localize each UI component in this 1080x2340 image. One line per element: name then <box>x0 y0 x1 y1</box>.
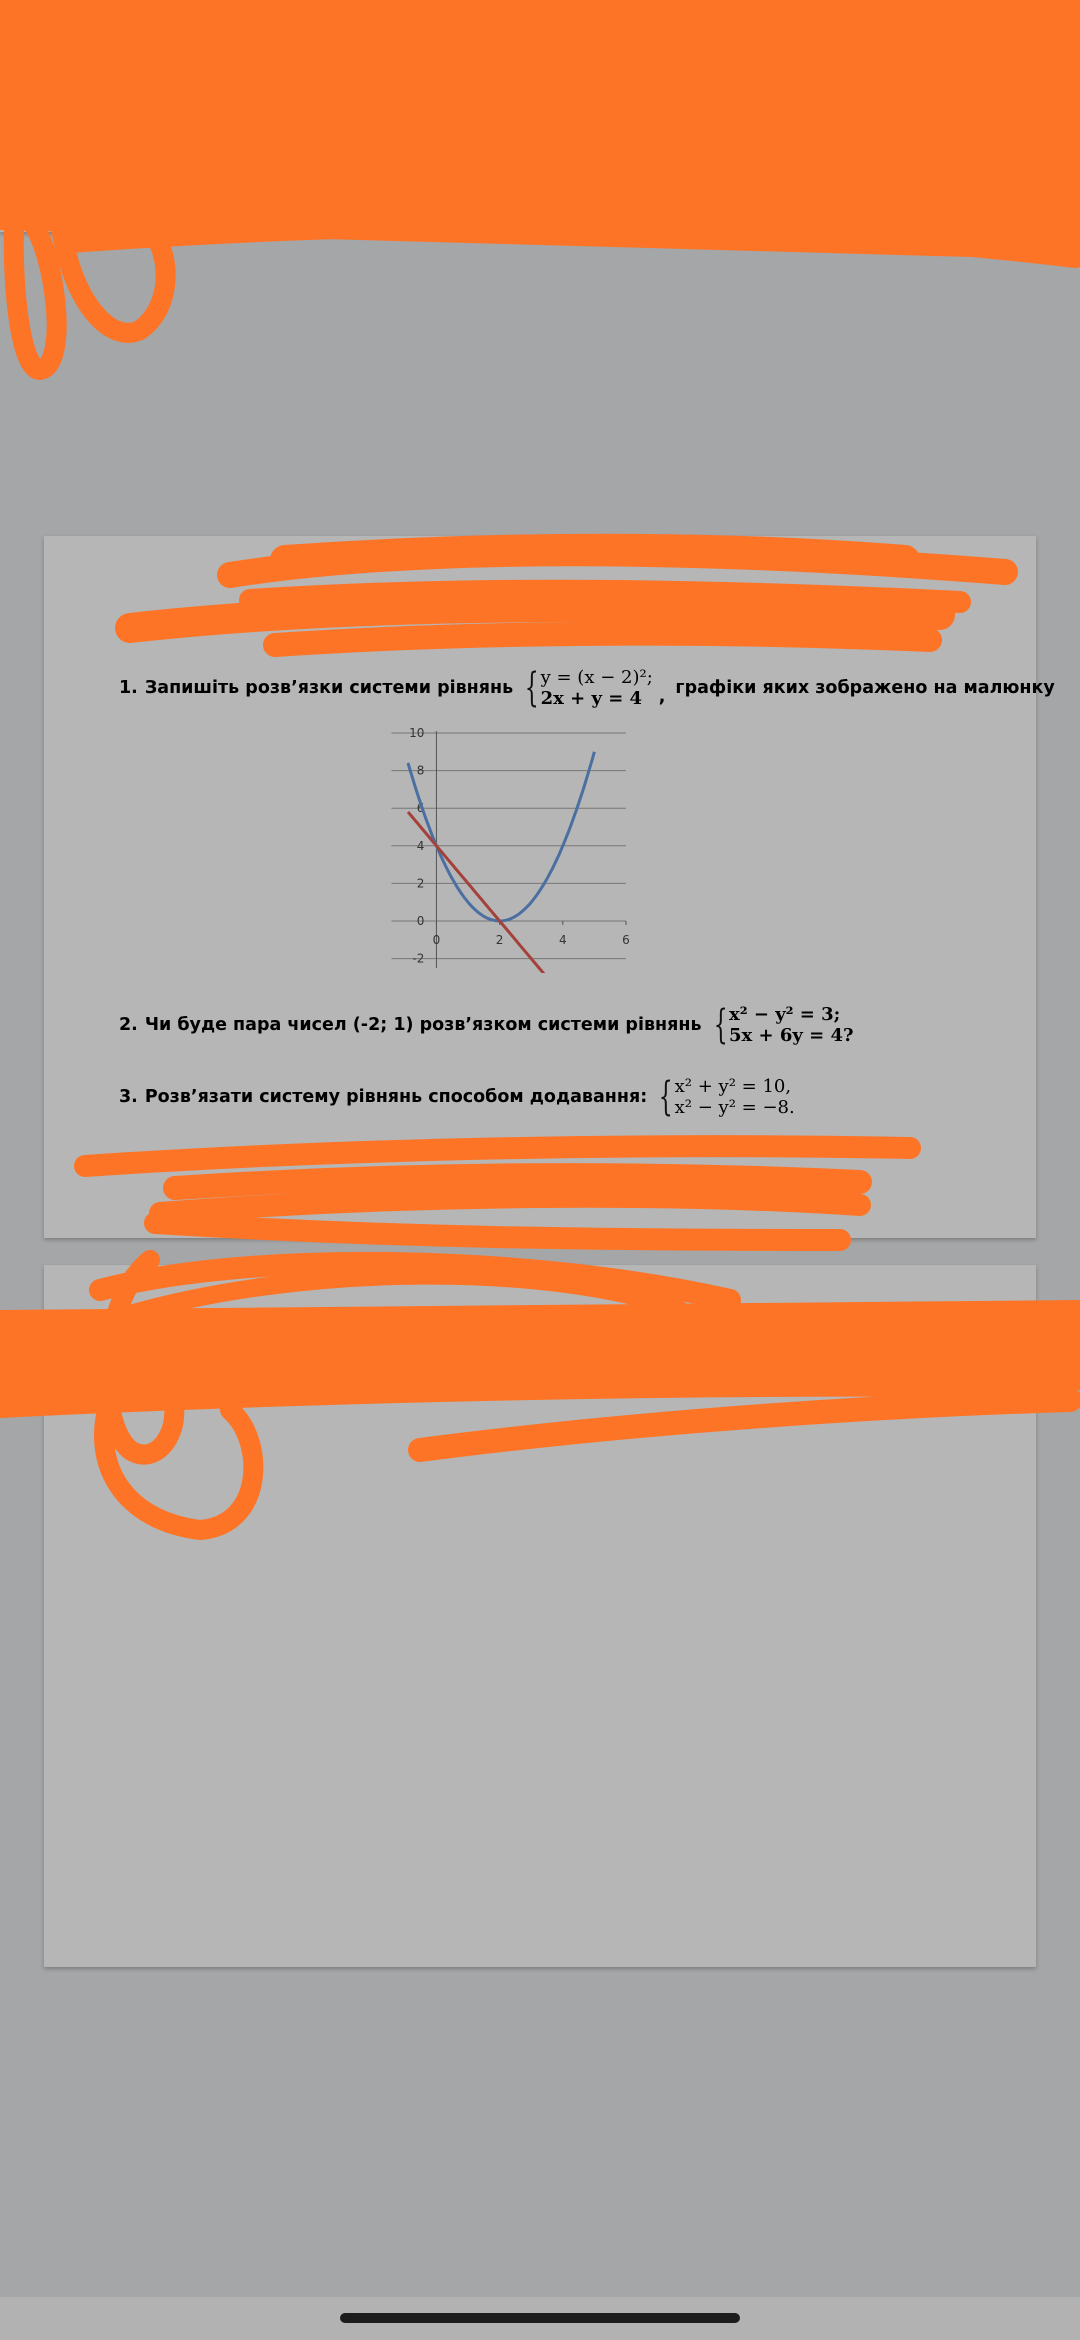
task-3-text: Розв’язати систему рівнянь способом додавання: <box>144 1087 648 1107</box>
graph-chart <box>388 723 638 973</box>
task-1-text: Запишіть розв’язки системи рівнянь <box>144 678 514 698</box>
brace-icon: { <box>713 1002 728 1048</box>
task-2 <box>119 1004 860 1046</box>
task-2-number: 2. <box>119 1015 138 1035</box>
scribble-top-loop-2 <box>60 220 166 333</box>
task-1 <box>119 667 1055 709</box>
task-3-number: 3. <box>119 1087 138 1107</box>
y-tick-label: 6 <box>416 801 425 816</box>
task-1-text-after: графіки яких зображено на малюнку <box>675 678 1055 698</box>
chart-axes <box>436 731 626 968</box>
y-tick-label: 0 <box>416 914 425 928</box>
brace-icon: { <box>658 1074 673 1120</box>
task-1-system <box>519 667 653 709</box>
task-2-equation-1: x² − y² = 3; <box>728 1004 841 1025</box>
x-tick-label: 4 <box>558 933 567 947</box>
task-1-number: 1. <box>119 678 138 698</box>
next-page <box>44 1265 1036 1967</box>
y-tick-label: 2 <box>416 876 425 891</box>
y-tick-label: 8 <box>416 763 425 778</box>
home-indicator[interactable] <box>340 2313 740 2323</box>
x-tick-label: 0 <box>432 933 441 947</box>
y-tick-label: -2 <box>412 951 425 966</box>
task-2-system <box>708 1004 854 1046</box>
task-1-equation-2: 2x + y = 4 <box>540 688 643 709</box>
y-tick-label: 10 <box>409 726 425 740</box>
task-2-equation-2: 5x + 6y = 4? <box>728 1025 854 1046</box>
task-3-equation-1: x² + y² = 10, <box>674 1076 792 1097</box>
x-tick-labels <box>433 933 630 947</box>
brace-icon: { <box>524 665 539 711</box>
task-2-text: Чи буде пара чисел (-2; 1) розв’язком системи рівнянь <box>144 1015 702 1035</box>
x-tick-label: 6 <box>622 933 630 947</box>
y-tick-label: 4 <box>416 838 425 853</box>
task-3 <box>119 1076 801 1118</box>
previous-page <box>0 0 1035 232</box>
task-1-separator: , <box>658 687 666 707</box>
task-3-system <box>653 1076 795 1118</box>
x-tick-label: 2 <box>495 933 504 947</box>
task-1-equation-1: y = (x − 2)²; <box>540 667 653 688</box>
task-3-equation-2: x² − y² = −8. <box>674 1097 795 1118</box>
